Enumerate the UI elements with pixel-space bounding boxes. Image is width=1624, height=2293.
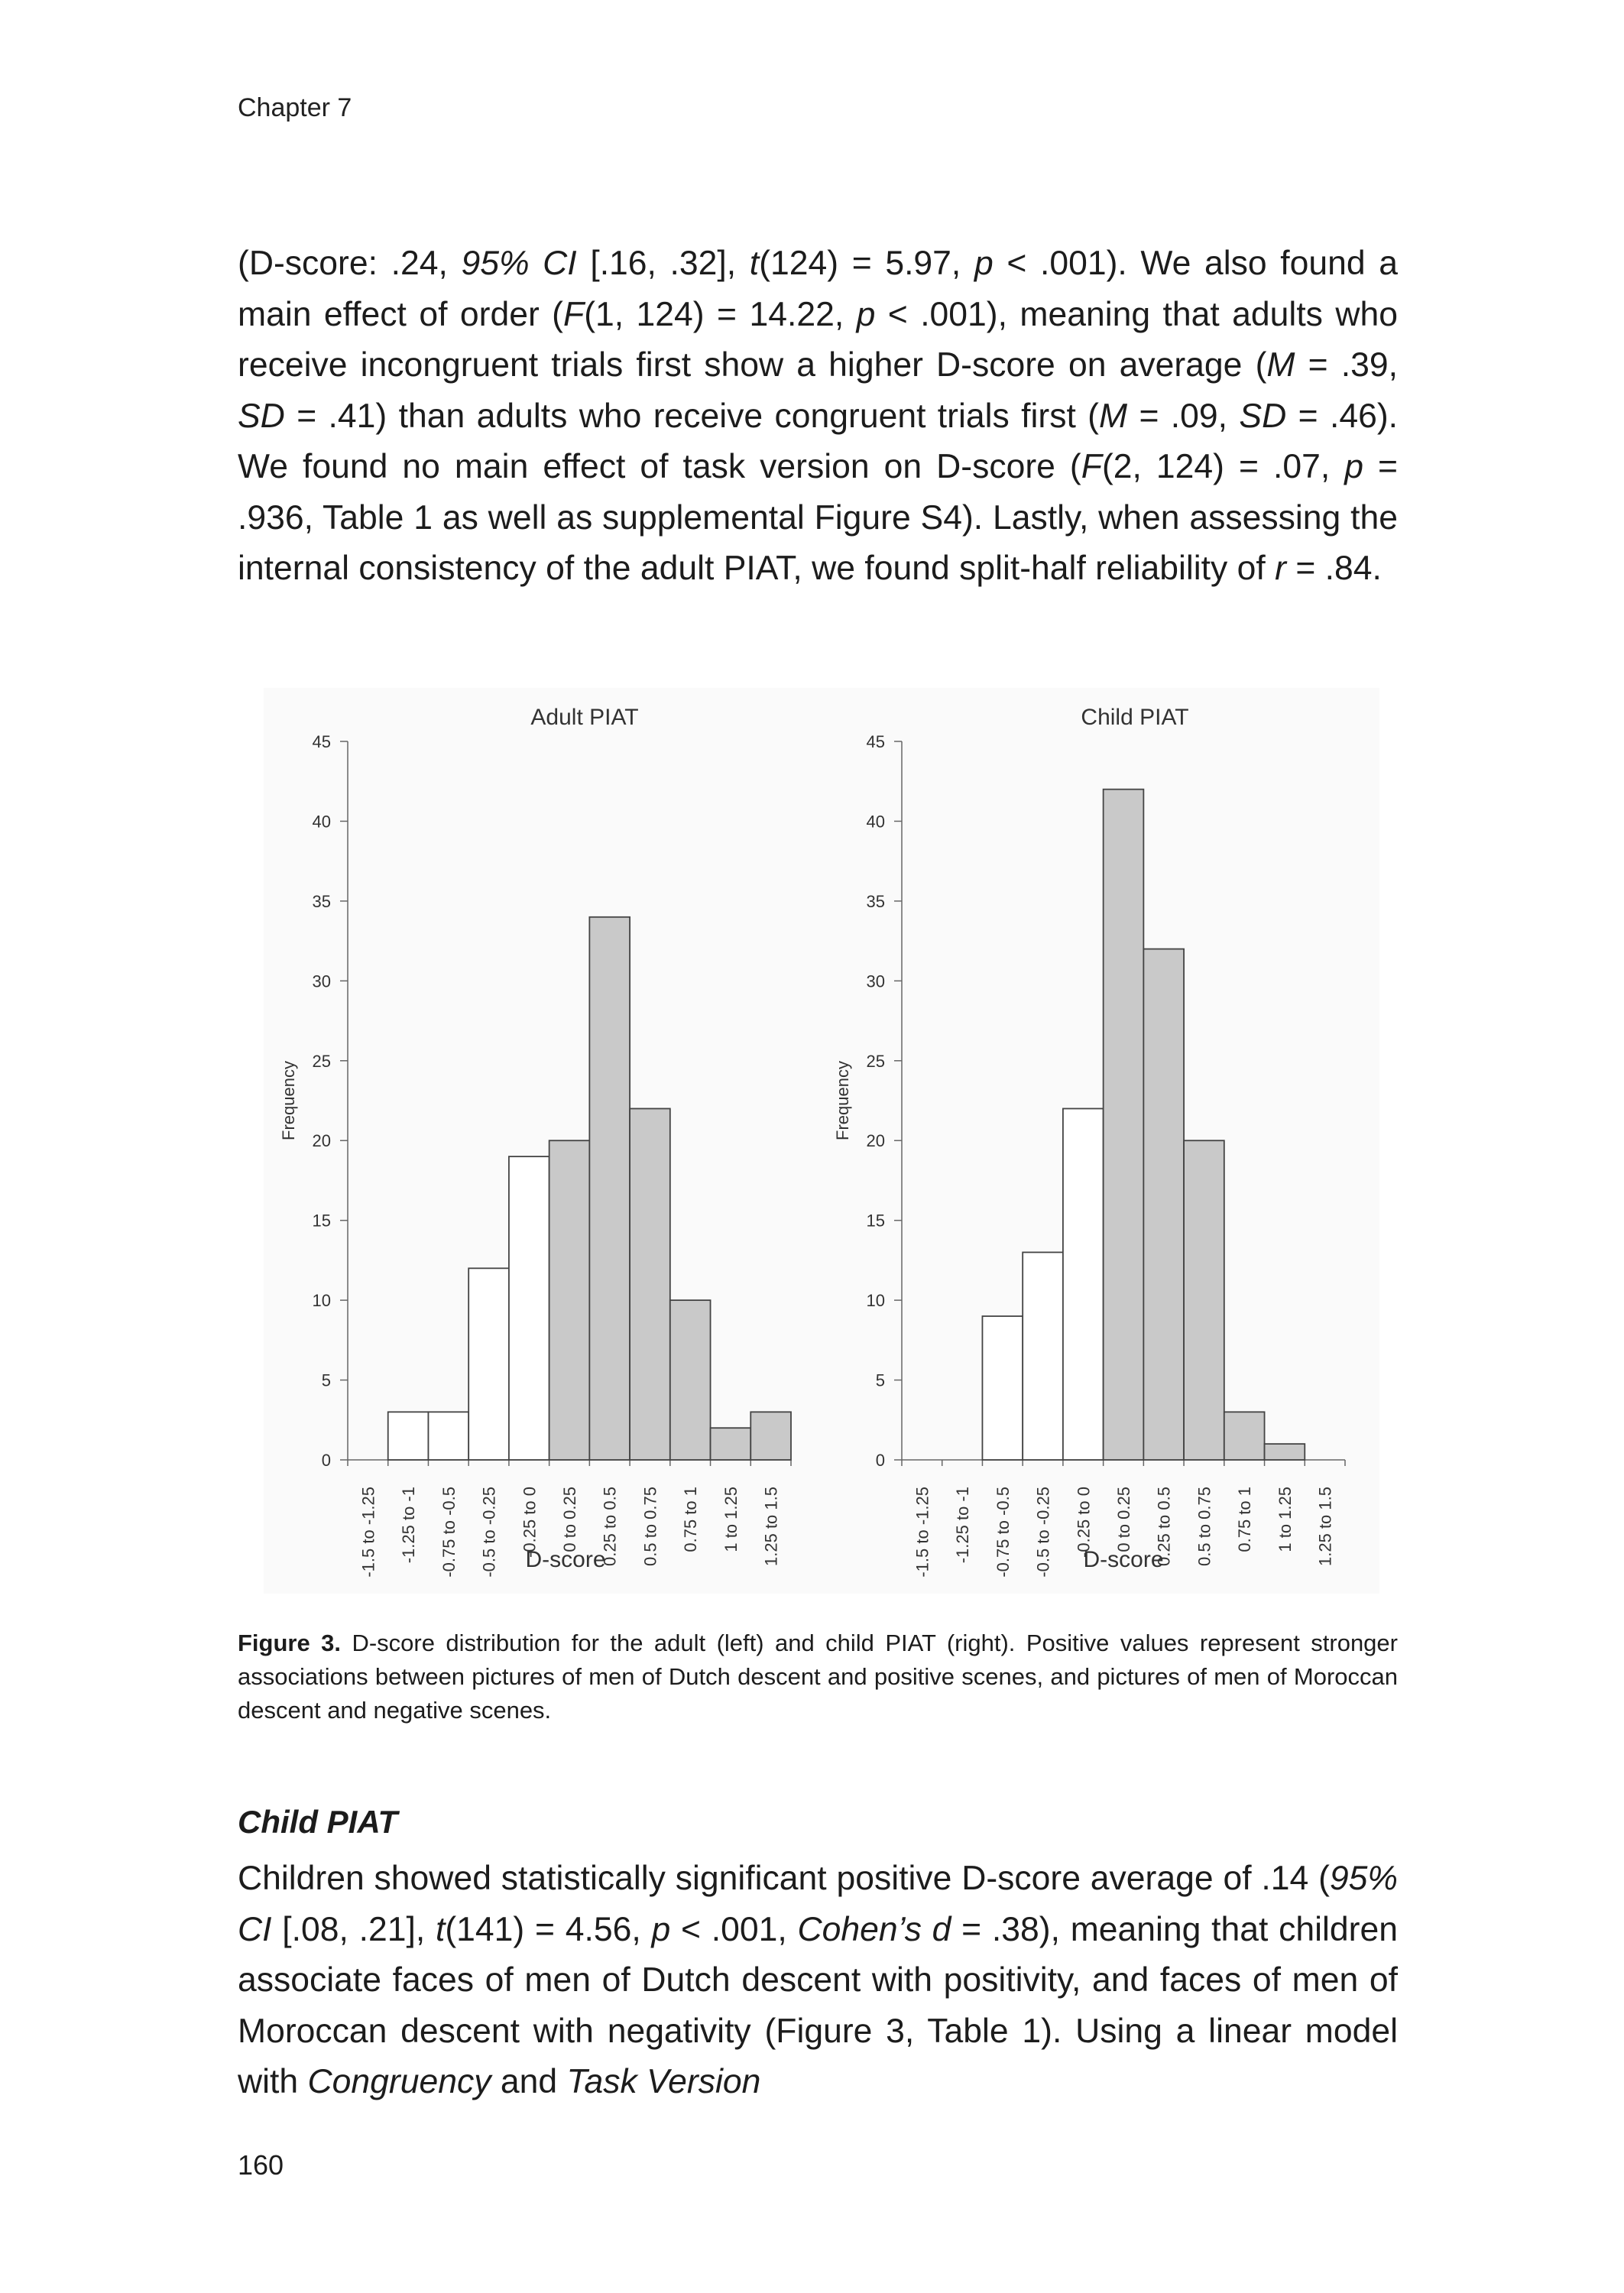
- text-run: < .001), meaning that adults who receive incongruent trials first show a higher D-score on average (: [238, 295, 1398, 384]
- x-tick-label: 0.5 to 0.75: [1194, 1487, 1214, 1566]
- y-tick-label: 5: [321, 1370, 331, 1390]
- histogram-bar: [1063, 1108, 1104, 1460]
- histogram-bar: [428, 1412, 468, 1460]
- y-axis-label: Frequency: [279, 1061, 298, 1140]
- histogram-bar: [1104, 790, 1144, 1460]
- y-tick-label: 35: [866, 891, 885, 911]
- y-tick-label: 25: [866, 1051, 885, 1071]
- text-run: = .936, Table 1 as well as supplemental Figure S4). Lastly, when assessing the internal consistency of the adult PIAT, we found split-half reliability of: [238, 448, 1398, 587]
- text-run: (141) = 4.56,: [445, 1910, 652, 1948]
- text-run: [.16, .32],: [576, 245, 750, 282]
- x-tick-label: 1.25 to 1.5: [1315, 1487, 1335, 1566]
- text-run: [.08, .21],: [271, 1910, 436, 1948]
- italic-term: SD: [1239, 397, 1287, 435]
- chart-title: Child PIAT: [1081, 705, 1189, 730]
- x-tick-label: 0 to 0.25: [1114, 1487, 1133, 1552]
- text-run: Children showed statistically significant positive D-score average of .14 (: [238, 1860, 1330, 1897]
- y-tick-label: 15: [866, 1211, 885, 1231]
- x-tick-label: 0.5 to 0.75: [640, 1487, 660, 1566]
- text-run: (124) = 5.97,: [759, 245, 974, 282]
- figure-caption-label: Figure 3.: [238, 1630, 342, 1656]
- italic-term: t: [435, 1910, 446, 1948]
- italic-term: p: [1344, 448, 1363, 485]
- x-tick-label: 0.75 to 1: [1235, 1487, 1255, 1552]
- italic-term: M: [1099, 397, 1128, 435]
- italic-term: 95% CI: [238, 1860, 1398, 1948]
- histogram-bar: [1184, 1140, 1224, 1460]
- x-tick-label: 0.25 to 0.5: [1154, 1487, 1174, 1566]
- y-tick-label: 35: [312, 891, 331, 911]
- text-run: = .38), meaning that children associate faces of men of Dutch descent with positivity, and faces of men of Moroccan descent with negativity (Figure 3, Table 1). Using a linear model with: [238, 1910, 1398, 2100]
- histogram-bar: [630, 1108, 670, 1460]
- y-tick-label: 5: [875, 1370, 885, 1390]
- histogram-bar: [1023, 1252, 1063, 1460]
- histogram-bar: [711, 1428, 751, 1460]
- y-tick-label: 15: [312, 1211, 331, 1231]
- histogram-bar: [589, 917, 630, 1460]
- italic-term: Task Version: [566, 2063, 761, 2100]
- histogram-bar: [750, 1412, 791, 1460]
- y-tick-label: 45: [866, 732, 885, 751]
- page-number: 160: [238, 2149, 284, 2181]
- italic-term: F: [1081, 448, 1102, 485]
- italic-term: r: [1275, 550, 1286, 587]
- y-tick-label: 10: [312, 1291, 331, 1311]
- italic-term: p: [974, 245, 994, 282]
- y-tick-label: 20: [312, 1131, 331, 1151]
- histogram-bar: [670, 1300, 711, 1460]
- section-heading: Child PIAT: [238, 1804, 398, 1840]
- text-run: = .09,: [1127, 397, 1240, 435]
- running-header: Chapter 7: [238, 93, 352, 122]
- italic-term: M: [1266, 346, 1295, 384]
- figure-3: [264, 688, 1379, 1594]
- figure-caption: [238, 1627, 1398, 1727]
- italic-term: t: [749, 245, 760, 282]
- y-tick-label: 0: [321, 1451, 331, 1470]
- y-tick-label: 25: [312, 1051, 331, 1071]
- italic-term: SD: [238, 397, 285, 435]
- y-tick-label: 40: [312, 812, 331, 832]
- italic-term: 95% CI: [461, 245, 577, 282]
- y-tick-label: 10: [866, 1291, 885, 1311]
- text-run: < .001). We also found a main effect of order (: [238, 245, 1399, 333]
- italic-term: F: [563, 295, 585, 333]
- histogram-bar: [388, 1412, 429, 1460]
- results-paragraph-adult: [238, 238, 1398, 595]
- x-tick-label: 1.25 to 1.5: [761, 1487, 781, 1566]
- histogram-bar: [468, 1268, 509, 1460]
- text-run: = .39,: [1295, 346, 1398, 384]
- x-tick-label: -1.5 to -1.25: [912, 1487, 932, 1578]
- x-tick-label: -0.5 to -0.25: [1033, 1487, 1053, 1578]
- y-tick-label: 40: [866, 812, 885, 832]
- x-tick-label: -1.25 to -1: [399, 1487, 419, 1564]
- histogram-bar: [549, 1140, 590, 1460]
- histogram-bar: [982, 1316, 1023, 1460]
- italic-term: Congruency: [307, 2063, 491, 2100]
- histogram-bar: [509, 1156, 549, 1460]
- text-run: = .46). We found no main effect of task version on D-score (: [238, 397, 1399, 485]
- histogram-bar: [1265, 1444, 1305, 1460]
- x-tick-label: -0.75 to -0.5: [439, 1487, 459, 1578]
- x-tick-label: -0.25 to 0: [1074, 1487, 1094, 1558]
- text-run: < .001,: [670, 1910, 798, 1948]
- x-tick-label: 1 to 1.25: [1275, 1487, 1295, 1552]
- histogram-figure: [264, 688, 1379, 1594]
- y-tick-label: 45: [312, 732, 331, 751]
- italic-term: p: [856, 295, 876, 333]
- y-axis-label: Frequency: [833, 1061, 852, 1140]
- x-axis-label: D-score: [525, 1547, 606, 1572]
- chart-title: Adult PIAT: [530, 705, 639, 730]
- histogram-bar: [1143, 949, 1184, 1460]
- y-tick-label: 30: [866, 971, 885, 991]
- results-paragraph-child: [238, 1854, 1398, 2108]
- x-tick-label: 1 to 1.25: [721, 1487, 741, 1552]
- figure-caption-text: D-score distribution for the adult (left) and child PIAT (right). Positive values represent stronger associations between pictures of men of Dutch descent and positive scenes, and pictures of men of Moroccan descent and negative scenes.: [238, 1630, 1398, 1724]
- x-tick-label: -1.25 to -1: [953, 1487, 973, 1564]
- x-tick-label: 0.75 to 1: [681, 1487, 701, 1552]
- y-tick-label: 0: [875, 1451, 885, 1470]
- x-tick-label: 0.25 to 0.5: [600, 1487, 620, 1566]
- x-tick-label: -0.75 to -0.5: [993, 1487, 1013, 1578]
- x-tick-label: -1.5 to -1.25: [358, 1487, 378, 1578]
- y-tick-label: 30: [312, 971, 331, 991]
- y-tick-label: 20: [866, 1131, 885, 1151]
- text-run: (D-score: .24,: [238, 245, 462, 282]
- text-run: (2, 124) = .07,: [1101, 448, 1345, 485]
- x-tick-label: 0 to 0.25: [560, 1487, 579, 1552]
- italic-term: p: [651, 1910, 671, 1948]
- text-run: = .84.: [1285, 550, 1382, 587]
- x-axis-label: D-score: [1083, 1547, 1164, 1572]
- histogram-bar: [1224, 1412, 1265, 1460]
- x-tick-label: -0.5 to -0.25: [479, 1487, 499, 1578]
- italic-term: Cohen’s d: [797, 1910, 951, 1948]
- text-run: (1, 124) = 14.22,: [584, 295, 857, 333]
- text-run: and: [491, 2063, 567, 2100]
- text-run: = .41) than adults who receive congruent trials first (: [284, 397, 1099, 435]
- x-tick-label: -0.25 to 0: [520, 1487, 540, 1558]
